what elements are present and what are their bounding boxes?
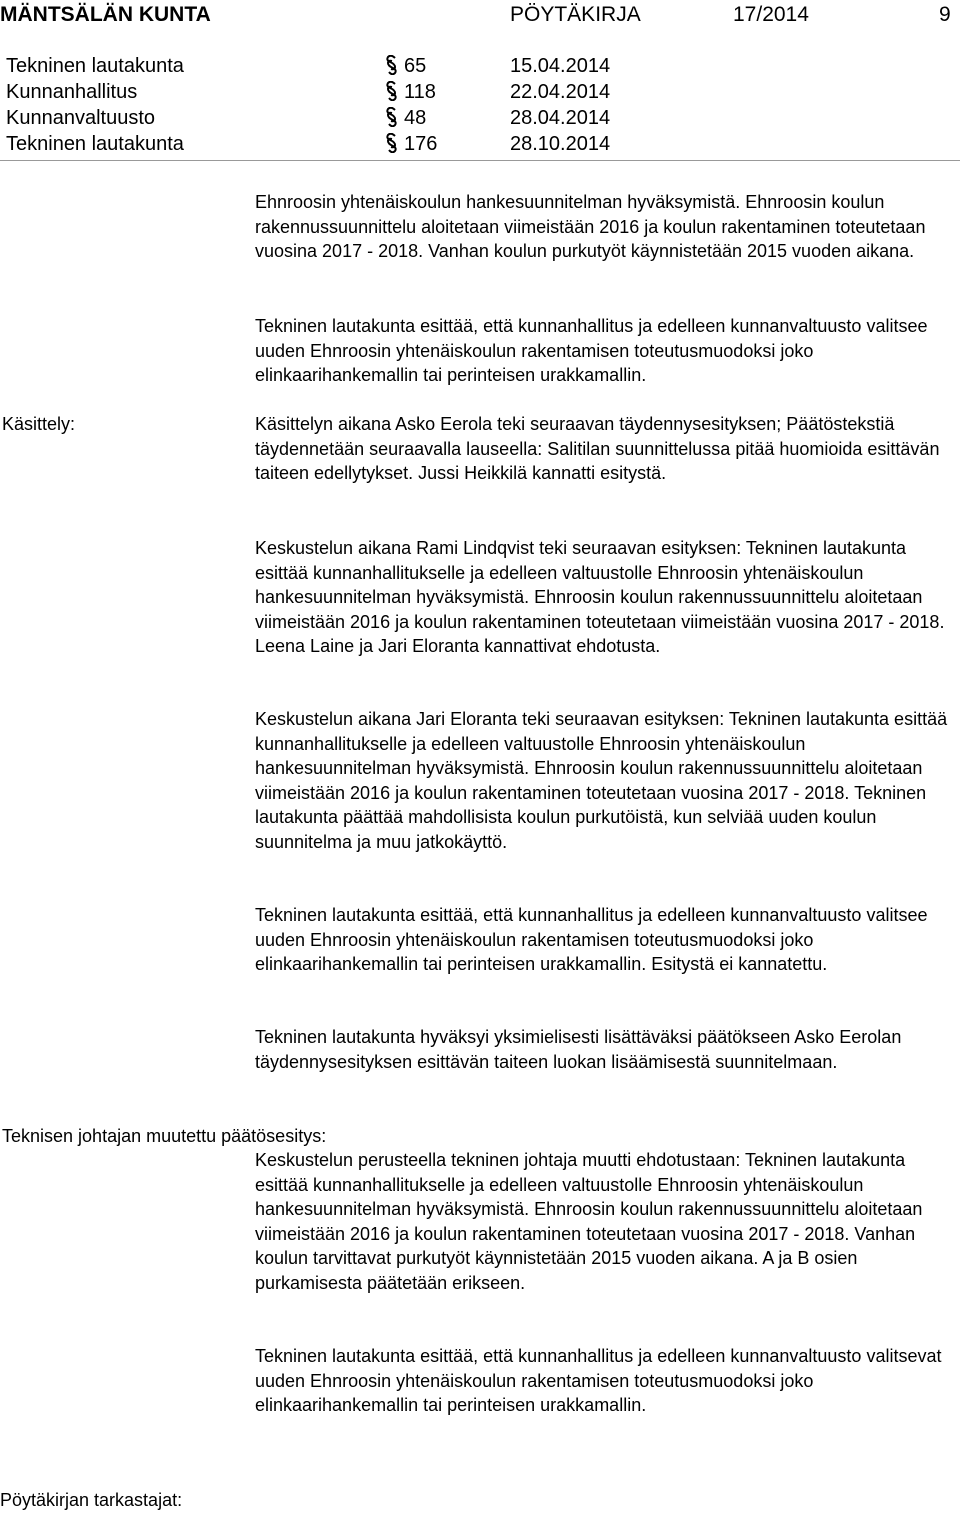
page-header <box>0 0 960 30</box>
modified-proposal-p1 <box>255 1148 960 1295</box>
section-number: 65 <box>404 55 427 77</box>
paragraph: Ehnroosin yhtenäiskoulun hankesuunnitelman hyväksymistä. Ehnroosin koulun rakennussuunnittelu aloitetaan viimeistään 2016 ja koulun rakentaminen toteutetaan vuosina 2017 - 2018. Vanhan koulun purkutyöt käynnistetään 2015 vuoden aikana. <box>255 192 926 261</box>
kasittely-p4 <box>255 903 960 977</box>
section-number: 118 <box>404 81 436 103</box>
kasittely-p2 <box>255 536 960 659</box>
kasittely-p1 <box>255 412 960 486</box>
kasittely-p5 <box>255 1025 960 1074</box>
intro-text <box>255 190 960 264</box>
handling-row <box>0 133 960 159</box>
document-type: PÖYTÄKIRJA <box>510 3 641 26</box>
paragraph: Keskustelun aikana Rami Lindqvist teki seuraavan esityksen: Tekninen lautakunta esittää kunnanhallitukselle ja edelleen valtuustolle Ehnroosin yhtenäiskoulun hankesuunnitelman hyväksymistä. Ehnroosin koulun rakennussuunnittelu aloitetaan viimeistään 2016 ja koulun rakentaminen toteutetaan viimeistään vuosina 2017 - 2018. Leena Laine ja Jari Eloranta kannattivat ehdotusta. <box>255 538 945 656</box>
body-name: Kunnanvaltuusto <box>6 107 156 129</box>
paragraph: Keskustelun aikana Jari Eloranta teki seuraavan esityksen: Tekninen lautakunta esittää kunnanhallitukselle ja edelleen valtuustolle Ehnroosin yhtenäiskoulun hankesuunnitelman hyväksymistä. Ehnroosin koulun rakennussuunnittelu aloitetaan viimeistään 2016 ja koulun rakentaminen toteutetaan vuosina 2017 - 2018. Tekninen lautakunta päättää mahdollisista koulun purkutöistä, kun selviää uuden koulun suunnitelma ja muu jatkokäyttö. <box>255 709 948 852</box>
kasittely-p3 <box>255 707 960 854</box>
modified-proposal-label: Teknisen johtajan muutettu päätösesitys: <box>2 1126 327 1146</box>
paragraph: Tekninen lautakunta hyväksyi yksimielisesti lisättäväksi päätökseen Asko Eerolan täydennysesityksen esittävän taiteen luokan lisäämisestä suunnitelmaan. <box>255 1027 902 1072</box>
paragraph: Tekninen lautakunta esittää, että kunnanhallitus ja edelleen kunnanvaltuusto valitsee uuden Ehnroosin yhtenäiskoulun rakentamisen toteutusmuodoksi joko elinkaarihankemallin tai perinteisen urakkamallin. <box>255 316 928 385</box>
divider <box>0 160 960 161</box>
page-number: 9 <box>939 3 951 26</box>
section-number: 176 <box>404 133 438 155</box>
minutes-number: 17/2014 <box>733 3 809 26</box>
footer-inspectors-label: Pöytäkirjan tarkastajat: <box>0 1490 183 1510</box>
body-name: Tekninen lautakunta <box>6 133 184 155</box>
section-number: 48 <box>404 107 427 129</box>
section-sign-icon <box>383 107 400 127</box>
handling-row <box>0 107 960 133</box>
body-name: Kunnanhallitus <box>6 81 138 103</box>
section-sign-icon <box>383 133 400 153</box>
meeting-date: 28.10.2014 <box>510 133 611 155</box>
kasittely-label: Käsittely: <box>2 414 76 434</box>
meeting-date: 15.04.2014 <box>510 55 611 77</box>
organization-name: MÄNTSÄLÄN KUNTA <box>0 3 211 26</box>
meeting-date: 28.04.2014 <box>510 107 611 129</box>
paragraph: Käsittelyn aikana Asko Eerola teki seuraavan täydennysesityksen; Päätöstekstiä täydennetään seuraavalla lauseella: Salitilan suunnittelussa pitää huomioida esittävän taiteen edellytykset. Jussi Heikkilä kannatti esitystä. <box>255 414 940 483</box>
intro-proposal <box>255 314 960 388</box>
handling-row <box>0 81 960 107</box>
body-name: Tekninen lautakunta <box>6 55 184 77</box>
section-sign-icon <box>383 81 400 101</box>
meeting-date: 22.04.2014 <box>510 81 611 103</box>
paragraph: Keskustelun perusteella tekninen johtaja muutti ehdotustaan: Tekninen lautakunta esittää kunnanhallitukselle ja edelleen valtuustolle Ehnroosin yhtenäiskoulun hankesuunnitelman hyväksymistä. Ehnroosin koulun rakennussuunnittelu aloitetaan viimeistään 2016 ja koulun rakentaminen toteutetaan vuosina 2017 - 2018. Vanhan koulun tarvittavat purkutyöt käynnistetään 2015 vuoden aikana. A ja B osien purkamisesta päätetään erikseen. <box>255 1150 923 1293</box>
paragraph: Tekninen lautakunta esittää, että kunnanhallitus ja edelleen kunnanvaltuusto valitsee uuden Ehnroosin yhtenäiskoulun rakentamisen toteutusmuodoksi joko elinkaarihankemallin tai perinteisen urakkamallin. Esitystä ei kannatettu. <box>255 905 928 974</box>
modified-proposal-p2 <box>255 1344 960 1418</box>
handling-row <box>0 55 960 81</box>
paragraph: Tekninen lautakunta esittää, että kunnanhallitus ja edelleen kunnanvaltuusto valitsevat uuden Ehnroosin yhtenäiskoulun rakentamisen toteutusmuodoksi joko elinkaarihankemallin tai perinteisen urakkamallin. <box>255 1346 942 1415</box>
handling-history <box>0 55 960 159</box>
section-sign-icon <box>383 55 400 75</box>
